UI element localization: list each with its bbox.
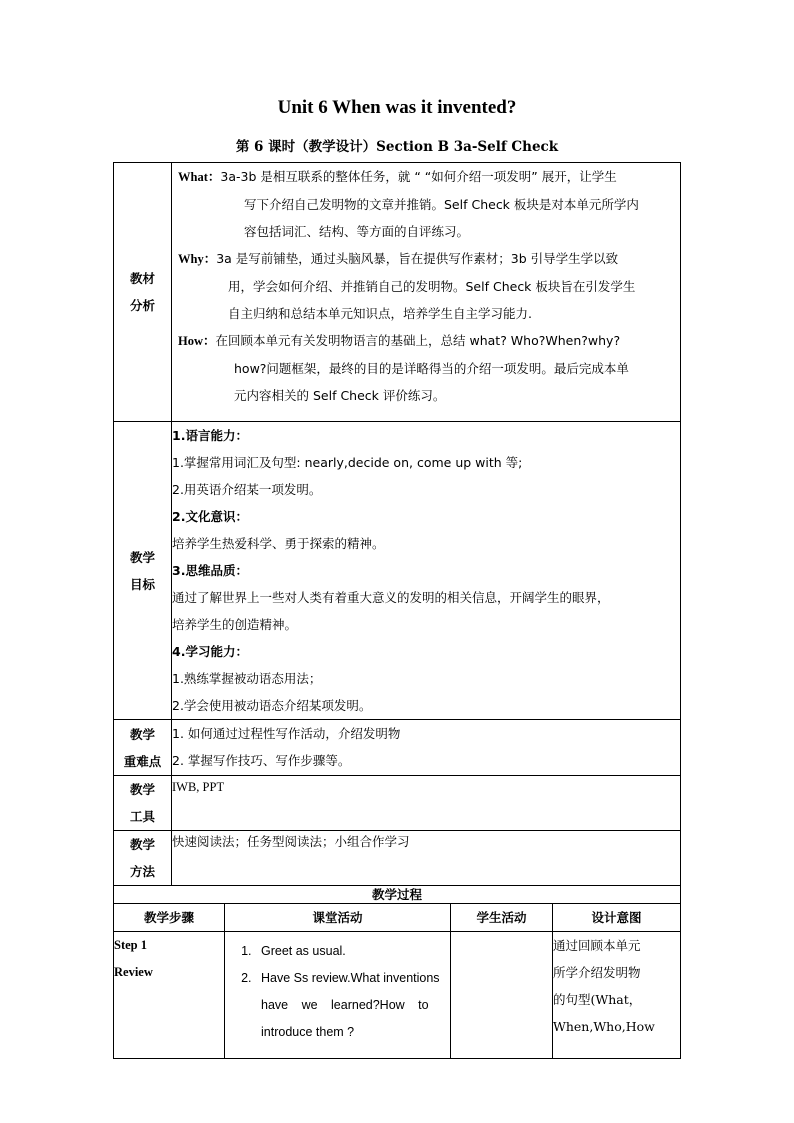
methods-content [172,831,681,886]
intent-line-3: 的句型(What， [553,992,642,1007]
activity-2-line-3: introduce them ? [261,1025,355,1039]
goals-content [172,422,681,720]
why-text-3: 自主归纳和总结本单元知识点，培养学生自主学习能力. [228,306,532,321]
step-1-cell [114,932,225,1059]
activity-1-text: Greet as usual. [261,944,346,958]
lesson-plan-table [113,162,681,1059]
what-text-1: 3a-3b 是相互联系的整体任务，就 “ “如何介绍一项发明” 展开，让学生 [220,169,617,184]
methods-label-line2: 方法 [129,864,155,879]
key-label-line1: 教学 [129,726,155,742]
goals-label-line2: 目标 [129,576,155,592]
goal-learning-item-2: 2.学会使用被动语态介绍某项发明。 [172,698,372,713]
key-point-2: 2. 掌握写作技巧、写作步骤等。 [172,753,351,768]
key-point-1: 1. 如何通过过程性写作活动，介绍发明物 [172,726,401,741]
step-1-title: Step 1 [114,938,147,952]
goal-heading-culture: 2.文化意识： [172,509,248,524]
goal-language-item-2: 2.用英语介绍某一项发明。 [172,482,322,497]
why-text-2: 用，学会如何介绍、并推销自己的发明物。Self Check 板块旨在引发学生 [228,279,636,294]
goal-culture-text: 培养学生热爱科学、勇于探索的精神。 [172,536,385,551]
how-text-2: how?问题框架，最终的目的是详略得当的介绍一项发明。最后完成本单 [234,361,629,376]
page-title: Unit 6 When was it invented? [277,97,517,118]
methods-label [114,831,172,886]
goals-label-line1: 教学 [129,549,155,565]
what-text-2: 写下介绍自己发明物的文章并推销。Self Check 板块是对本单元所学内 [244,197,639,212]
step-1-activities [225,932,451,1059]
goal-heading-learning: 4.学习能力： [172,644,248,659]
tools-label-line1: 教学 [129,782,155,797]
activity-item-1 [255,938,440,965]
what-text-3: 容包括词汇、结构、等方面的自评练习。 [244,224,470,239]
page-subtitle: 第 6 课时（教学设计）Section B 3a-Self Check [235,139,559,155]
goal-thinking-text-1: 通过了解世界上一些对人类有着重大意义的发明的相关信息，开阔学生的眼界， [172,590,610,605]
goal-language-item-1: 1.掌握常用词汇及句型: nearly,decide on, come up with 等; [172,455,523,470]
key-label-line2: 重难点 [123,753,162,769]
goals-label [114,422,172,720]
header-activities: 课堂活动 [225,904,451,932]
activity-2-line-2: have we learned?How to [261,998,429,1012]
step-1-student [451,932,553,1059]
why-text-1: 3a 是写前铺垫，通过头脑风暴，旨在提供写作素材；3b 引导学生学以致 [216,251,619,266]
header-student: 学生活动 [451,904,553,932]
intent-line-2: 所学介绍发明物 [553,965,641,980]
analysis-content [172,163,681,422]
analysis-label [114,163,172,422]
goal-thinking-text-2: 培养学生的创造精神。 [172,617,298,632]
tools-text: IWB, PPT [172,780,225,794]
step-1-intent [553,932,681,1059]
intent-line-4: When,Who,How [553,1019,655,1034]
analysis-label-line2: 分析 [129,298,155,313]
how-text-3: 元内容相关的 Self Check 评价练习。 [234,388,446,403]
process-title: 教学过程 [114,886,681,904]
key-points-label [114,720,172,776]
methods-text: 快速阅读法；任务型阅读法；小组合作学习 [172,834,410,849]
goal-learning-item-1: 1.熟练掌握被动语态用法； [172,671,322,686]
activity-2-line-1: 2. Have Ss review.What inventions [261,971,440,985]
how-text-1: 在回顾本单元有关发明物语言的基础上，总结 what? Who?When?why? [215,333,621,348]
methods-label-line1: 教学 [129,837,155,852]
header-intent: 设计意图 [553,904,681,932]
step-1-name: Review [114,965,153,979]
goal-heading-thinking: 3.思维品质： [172,563,248,578]
header-steps: 教学步骤 [114,904,225,932]
tools-label-line2: 工具 [129,809,155,824]
tools-label [114,776,172,831]
how-heading: How： [178,334,216,348]
activity-item-2 [255,965,440,1046]
intent-line-1: 通过回顾本单元 [553,938,641,953]
goal-heading-language: 1.语言能力： [172,428,248,443]
key-points-content [172,720,681,776]
analysis-label-line1: 教材 [129,271,155,286]
why-heading: Why： [178,252,217,266]
what-heading: What： [178,170,221,184]
tools-content [172,776,681,831]
